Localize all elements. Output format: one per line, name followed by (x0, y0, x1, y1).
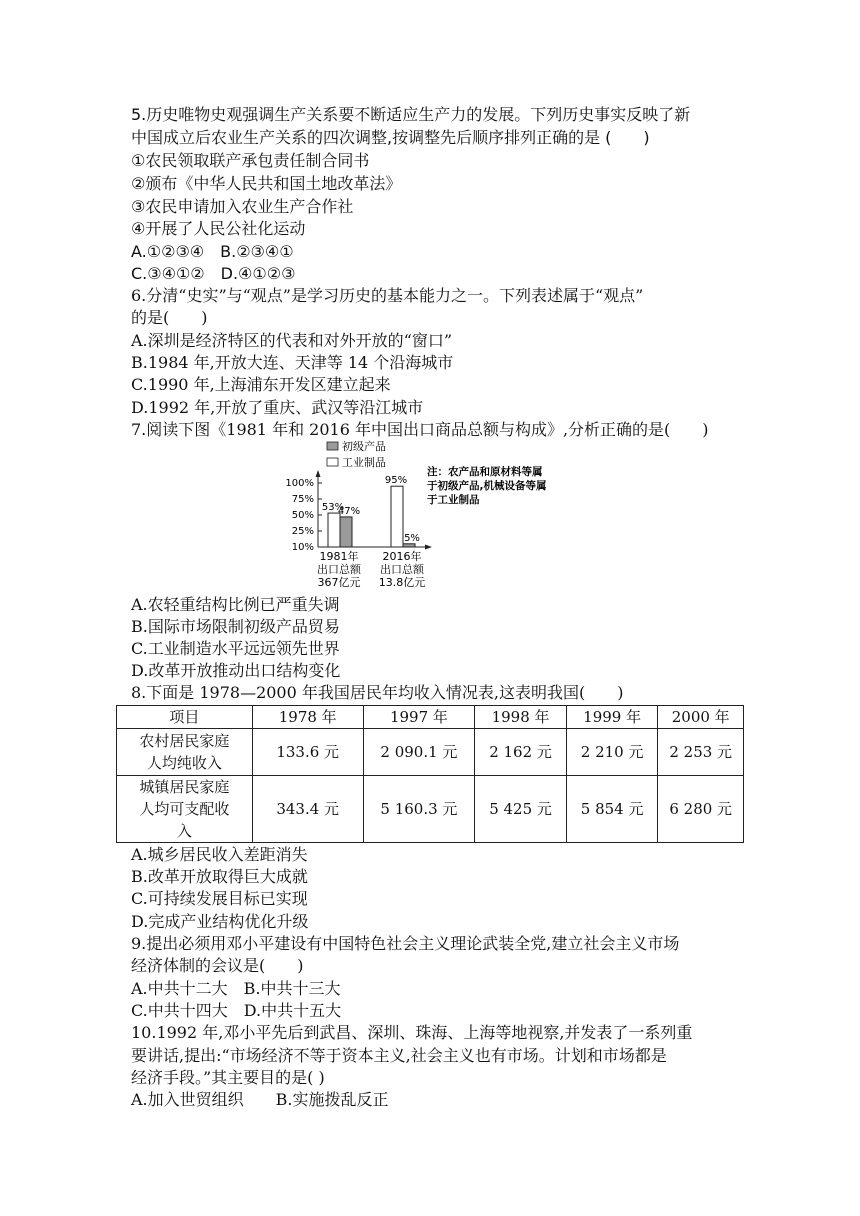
table-header-cell: 2000 年 (658, 706, 744, 729)
data-label-1981-primary: 47% (337, 505, 361, 517)
q5-item-2: ②颁布《中华人民共和国土地改革法》 (131, 174, 402, 193)
legend-swatch-primary (327, 442, 338, 450)
category-1981-subtitle: 出口总额 (317, 563, 361, 576)
bar-2016-primary (403, 544, 415, 547)
legend-label-primary: 初级产品 (342, 440, 386, 453)
table-cell: 2 162 元 (475, 729, 567, 776)
legend-swatch-industrial (327, 458, 338, 466)
q5-item-4: ④开展了人民公社化运动 (131, 219, 306, 238)
y-tick-label: 25% (291, 526, 314, 537)
q5-options-ab: A.①②③④ B.②③④① (131, 242, 294, 261)
q9-stem-line1: 9.提出必须用邓小平建设有中国特色社会主义理论武装全党,建立社会主义市场 (131, 934, 680, 953)
table-header-cell: 1999 年 (566, 706, 658, 729)
income-table (116, 705, 744, 843)
q7-option-b: B.国际市场限制初级产品贸易 (131, 617, 340, 636)
q5-item-1: ①农民领取联产承包责任制合同书 (131, 151, 370, 170)
q9-options-cd: C.中共十四大 D.中共十五大 (131, 1001, 342, 1020)
table-cell: 6 280 元 (658, 776, 744, 843)
q5-stem-line1: 5.历史唯物史观强调生产关系要不断适应生产力的发展。下列历史事实反映了新 (131, 105, 691, 124)
q6-stem-line2: 的是( ) (131, 308, 208, 327)
bar-2016-industrial (391, 486, 403, 547)
y-axis-arrow (316, 470, 321, 477)
export-chart (285, 439, 585, 599)
y-tick-label: 75% (291, 494, 314, 505)
table-header-cell: 1997 年 (363, 706, 475, 729)
chart-note-line3: 于工业制品 (427, 494, 480, 506)
row-label-line: 人均纯收入 (146, 754, 222, 772)
q5-stem-line2: 中国成立后农业生产关系的四次调整,按调整先后顺序排列正确的是 ( ) (131, 128, 650, 147)
q5-item-3: ③农民申请加入农业生产合作社 (131, 197, 354, 216)
category-2016-total: 13.8亿元 (378, 576, 426, 589)
table-cell: 2 253 元 (658, 729, 744, 776)
row-label-line: 入 (176, 822, 192, 840)
q10-stem-line2: 要讲话,提出:“市场经济不等于资本主义,社会主义也有市场。计划和市场都是 (131, 1046, 667, 1065)
table-cell: 133.6 元 (252, 729, 363, 776)
q8-option-a: A.城乡居民收入差距消失 (131, 845, 308, 864)
q7-option-d: D.改革开放推动出口结构变化 (131, 661, 341, 680)
table-header-cell: 项目 (117, 706, 253, 729)
data-label-2016-industrial: 95% (384, 475, 408, 487)
q8-option-c: C.可持续发展目标已实现 (131, 889, 308, 908)
q10-stem-line3: 经济手段。”其主要目的是( ) (131, 1068, 325, 1087)
y-tick-label: 50% (291, 510, 314, 521)
q9-options-ab: A.中共十二大 B.中共十三大 (131, 979, 341, 998)
table-row (117, 776, 744, 843)
y-tick-label: 100% (285, 478, 314, 489)
row-label-rural (117, 729, 253, 776)
category-2016-year: 2016年 (382, 550, 422, 563)
table-header-cell: 1998 年 (475, 706, 567, 729)
row-label-line: 城镇居民家庭 (139, 778, 230, 796)
data-label-1981-industrial: 53% (321, 502, 345, 514)
q6-option-b: B.1984 年,开放大连、天津等 14 个沿海城市 (131, 353, 454, 372)
table-header-row (117, 706, 744, 729)
table-cell: 2 210 元 (566, 729, 658, 776)
bar-1981-industrial (328, 513, 340, 547)
q8-option-b: B.改革开放取得巨大成就 (131, 867, 308, 886)
chart-note-line1: 注：农产品和原材料等属 (427, 466, 543, 478)
table-row (117, 729, 744, 776)
row-label-line: 农村居民家庭 (139, 732, 230, 750)
row-label-line: 人均可支配收 (139, 800, 230, 818)
q10-options-ab: A.加入世贸组织 B.实施拨乱反正 (131, 1090, 389, 1109)
bar-1981-primary (340, 517, 352, 547)
q5-options-cd: C.③④①② D.④①②③ (131, 264, 296, 283)
y-tick-label: 10% (291, 542, 314, 553)
table-cell: 2 090.1 元 (363, 729, 475, 776)
q9-stem-line2: 经济体制的会议是( ) (131, 956, 304, 975)
category-1981-total: 367亿元 (317, 576, 361, 589)
legend-label-industrial: 工业制品 (342, 456, 386, 469)
q6-option-c: C.1990 年,上海浦东开发区建立起来 (131, 375, 391, 394)
category-1981-year: 1981年 (319, 550, 359, 563)
chart-note-line2: 于初级产品,机械设备等属 (427, 480, 547, 492)
x-axis-arrow (425, 545, 432, 550)
table-cell: 5 160.3 元 (363, 776, 475, 843)
q8-stem: 8.下面是 1978—2000 年我国居民年均收入情况表,这表明我国( ) (131, 683, 624, 702)
q7-stem: 7.阅读下图《1981 年和 2016 年中国出口商品总额与构成》,分析正确的是( ) (131, 420, 709, 439)
category-2016-subtitle: 出口总额 (380, 563, 424, 576)
table-cell: 343.4 元 (252, 776, 363, 843)
table-cell: 5 425 元 (475, 776, 567, 843)
q7-option-c: C.工业制造水平远远领先世界 (131, 639, 340, 658)
row-label-urban (117, 776, 253, 843)
q10-stem-line1: 10.1992 年,邓小平先后到武昌、深圳、珠海、上海等地视察,并发表了一系列重 (131, 1023, 693, 1042)
data-label-2016-primary: 5% (404, 532, 420, 544)
q6-option-d: D.1992 年,开放了重庆、武汉等沿江城市 (131, 398, 424, 417)
q6-stem-line1: 6.分清“史实”与“观点”是学习历史的基本能力之一。下列表述属于“观点” (131, 286, 644, 305)
q7-option-a: A.农轻重结构比例已严重失调 (131, 595, 340, 614)
q6-option-a: A.深圳是经济特区的代表和对外开放的“窗口” (131, 331, 453, 350)
table-header-cell: 1978 年 (252, 706, 363, 729)
table-cell: 5 854 元 (566, 776, 658, 843)
q8-option-d: D.完成产业结构优化升级 (131, 912, 309, 931)
